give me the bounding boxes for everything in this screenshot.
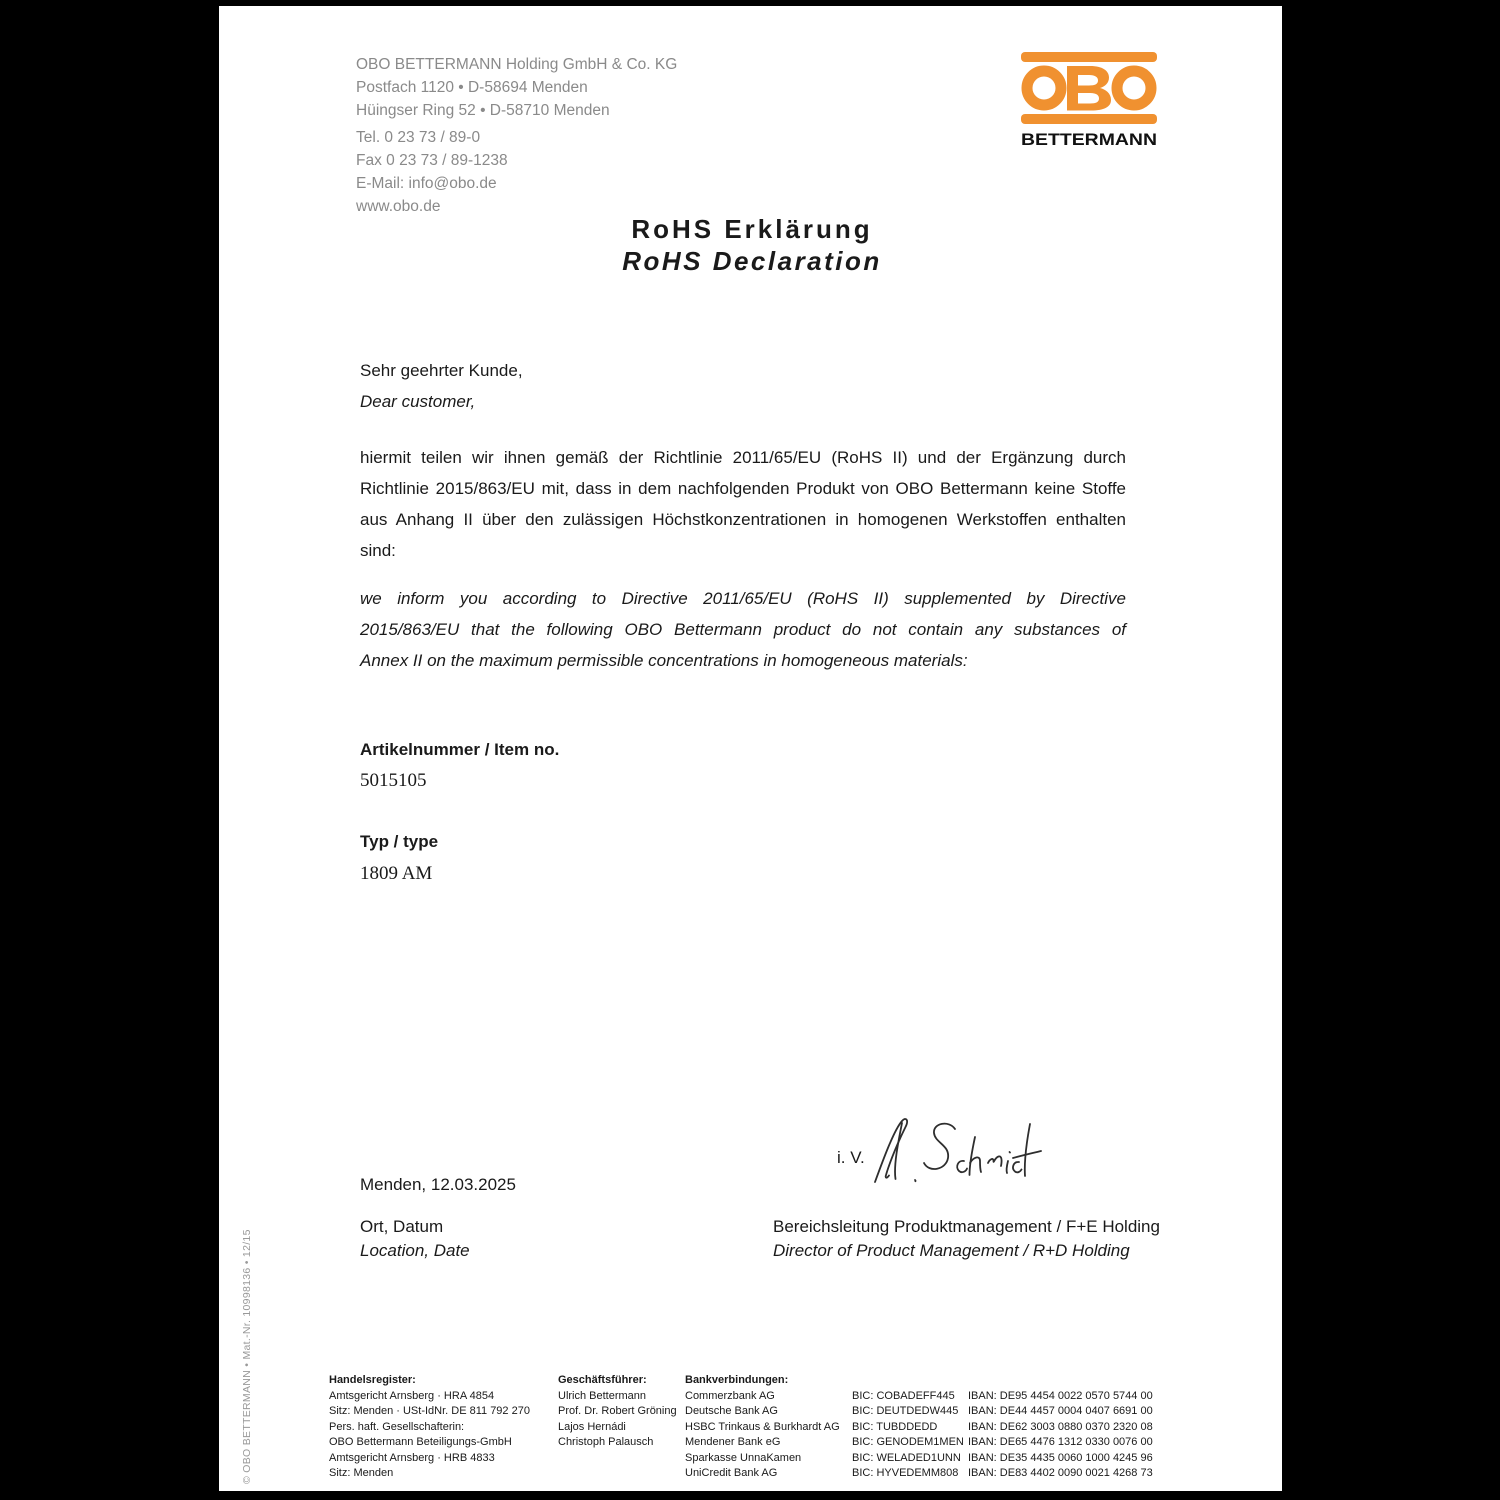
- footer-line: Lajos Hernádi: [558, 1420, 626, 1433]
- sender-line: Postfach 1120 • D-58694 Menden: [356, 79, 588, 96]
- footer-iban: IBAN: DE95 4454 0022 0570 5744 00: [968, 1389, 1153, 1402]
- item-number-value: 5015105: [360, 770, 427, 791]
- footer-register-column: [329, 1373, 530, 1482]
- type-value: 1809 AM: [360, 863, 433, 884]
- footer-iban: IBAN: DE83 4402 0090 0021 4268 73: [968, 1467, 1153, 1479]
- footer-bic: BIC: GENODEM1MEN: [852, 1436, 964, 1448]
- sender-fax: Fax 0 23 73 / 89-1238: [356, 152, 508, 169]
- role-german: Bereichsleitung Produktmanagement / F+E Holding: [773, 1217, 1160, 1236]
- footer-iban: IBAN: DE65 4476 1312 0330 0076 00: [968, 1436, 1153, 1448]
- date-label-german: Ort, Datum: [360, 1217, 444, 1236]
- footer-register-header: Handelsregister:: [329, 1374, 416, 1386]
- sender-address-block: [356, 53, 677, 122]
- salutation-english: Dear customer,: [360, 392, 476, 411]
- footer-bic: BIC: COBADEFF445: [852, 1389, 955, 1402]
- signature-prefix: i. V.: [837, 1148, 865, 1167]
- print-reference-vertical: © OBO BETTERMANN • Mat.-Nr. 10998136 • 12/15: [241, 1229, 253, 1484]
- item-number-label: Artikelnummer / Item no.: [360, 740, 560, 759]
- paragraph-line: we inform you according to Directive 2011/65/EU (RoHS II) supplemented by Directive: [360, 589, 1126, 608]
- place-date: Menden, 12.03.2025: [360, 1175, 516, 1194]
- footer-banks-column: [685, 1373, 840, 1482]
- footer-bic: BIC: WELADED1UNN: [852, 1451, 961, 1464]
- date-label-block: [360, 1215, 470, 1262]
- footer-line: Amtsgericht Arnsberg · HRB 4833: [329, 1451, 495, 1464]
- handwritten-signature: [867, 1116, 1047, 1201]
- paragraph-line: aus Anhang II über den zulässigen Höchstkonzentrationen in homogenen Werkstoffen enthalten: [360, 510, 1126, 529]
- obo-logo-icon: [1019, 52, 1159, 150]
- footer-bank-name: Sparkasse UnnaKamen: [685, 1451, 802, 1464]
- paragraph-english: [360, 583, 1126, 676]
- paragraph-line: 2015/863/EU that the following OBO Bettermann product do not contain any substances of: [360, 620, 1126, 639]
- footer-line: Ulrich Bettermann: [558, 1389, 647, 1402]
- footer-line: Sitz: Menden: [329, 1467, 394, 1479]
- paragraph-line: sind:: [360, 541, 396, 560]
- sender-contact-block: [356, 126, 508, 218]
- item-number-section: [360, 738, 559, 793]
- footer-bic: BIC: TUBDDEDD: [852, 1420, 938, 1433]
- footer-iban: IBAN: DE44 4457 0004 0407 6691 00: [968, 1405, 1153, 1417]
- sender-phone: Tel. 0 23 73 / 89-0: [356, 129, 481, 146]
- title-english: RoHS Declaration: [622, 246, 882, 276]
- date-label-english: Location, Date: [360, 1240, 470, 1260]
- letter-page: [219, 6, 1282, 1491]
- footer-line: Christoph Palausch: [558, 1436, 654, 1448]
- footer-bank-name: HSBC Trinkaus & Burkhardt AG: [685, 1420, 840, 1433]
- footer-banks-header: Bankverbindungen:: [685, 1374, 789, 1386]
- type-section: [360, 830, 438, 886]
- footer-bic: BIC: DEUTDEDW445: [852, 1405, 959, 1417]
- document-title-block: [369, 213, 1135, 277]
- logo-subword: BETTERMANN: [1021, 130, 1157, 149]
- footer-bank-name: Mendener Bank eG: [685, 1436, 781, 1448]
- title-german: RoHS Erklärung: [631, 214, 873, 244]
- type-label: Typ / type: [360, 832, 439, 851]
- sender-website: www.obo.de: [356, 198, 441, 215]
- footer-iban: IBAN: DE35 4435 0060 1000 4245 96: [968, 1451, 1153, 1464]
- obo-bettermann-logo: [1019, 52, 1159, 150]
- paragraph-line: hiermit teilen wir ihnen gemäß der Richtlinie 2011/65/EU (RoHS II) und der Ergänzung durch: [360, 448, 1126, 467]
- footer-line: Amtsgericht Arnsberg · HRA 4854: [329, 1389, 495, 1402]
- footer-line: Sitz: Menden · USt-IdNr. DE 811 792 270: [329, 1405, 530, 1417]
- footer-line: Prof. Dr. Robert Gröning: [558, 1405, 677, 1417]
- salutation-block: [360, 355, 1126, 417]
- footer-bic: BIC: HYVEDEMM808: [852, 1467, 959, 1479]
- footer-bank-name: UniCredit Bank AG: [685, 1467, 778, 1479]
- signature-icon: [867, 1116, 1047, 1196]
- sender-email: E-Mail: info@obo.de: [356, 175, 497, 192]
- footer-management-column: [558, 1373, 677, 1451]
- paragraph-german: [360, 442, 1126, 566]
- footer-bank-name: Commerzbank AG: [685, 1389, 775, 1402]
- role-english: Director of Product Management / R+D Holding: [773, 1240, 1130, 1260]
- footer-iban: IBAN: DE62 3003 0880 0370 2320 08: [968, 1420, 1153, 1433]
- signer-role-block: [773, 1215, 1160, 1262]
- salutation-german: Sehr geehrter Kunde,: [360, 361, 523, 380]
- footer-bic-column: [852, 1389, 964, 1482]
- footer-line: OBO Bettermann Beteiligungs-GmbH: [329, 1436, 512, 1448]
- footer-iban-column: [968, 1389, 1153, 1482]
- paragraph-line: Annex II on the maximum permissible concentrations in homogeneous materials:: [360, 651, 968, 670]
- paragraph-line: Richtlinie 2015/863/EU mit, dass in dem nachfolgenden Produkt von OBO Bettermann keine Stoffe: [360, 479, 1126, 498]
- footer-line: Pers. haft. Gesellschafterin:: [329, 1420, 465, 1433]
- sender-line: OBO BETTERMANN Holding GmbH & Co. KG: [356, 56, 678, 73]
- footer-management-header: Geschäftsführer:: [558, 1374, 647, 1386]
- sender-line: Hüingser Ring 52 • D-58710 Menden: [356, 102, 610, 119]
- footer-bank-name: Deutsche Bank AG: [685, 1405, 778, 1417]
